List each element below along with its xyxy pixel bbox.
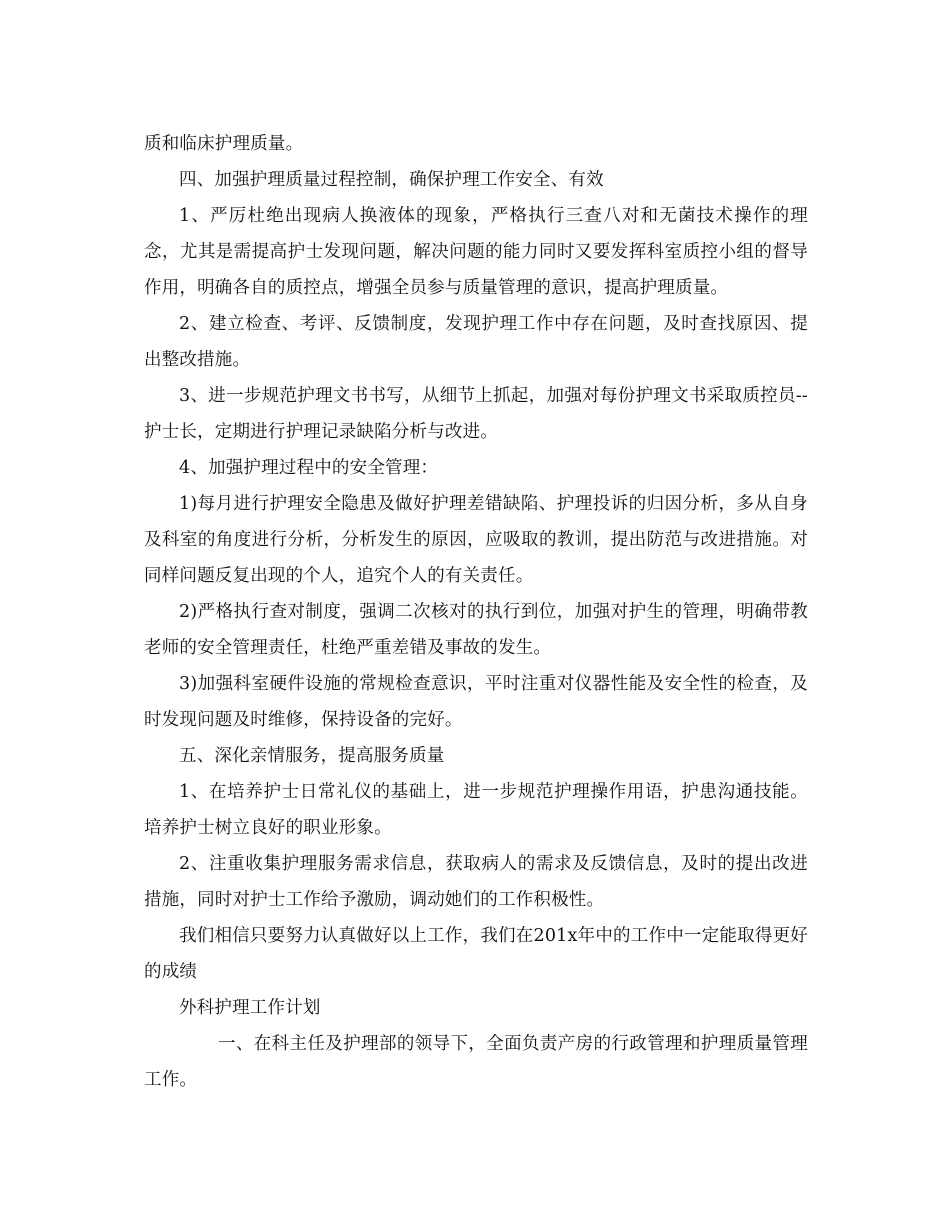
paragraph-item-2: 2、建立检查、考评、反馈制度，发现护理工作中存在问题，及时查找原因、提出整改措施。 (144, 314, 808, 370)
paragraph-plan-1: 一、在科主任及护理部的领导下，全面负责产房的行政管理和护理质量管理工作。 (144, 1034, 808, 1090)
paragraph-subitem-1: 1)每月进行护理安全隐患及做好护理差错缺陷、护理投诉的归因分析，多从自身及科室的角度进行分析，分析发生的原因，应吸取的教训，提出防范与改进措施。对同样问题反复出现的个人，追究个人的有关责任。 (144, 494, 808, 586)
paragraph-service-2: 2、注重收集护理服务需求信息，获取病人的需求及反馈信息，及时的提出改进措施，同时对护士工作给予激励，调动她们的工作积极性。 (144, 854, 808, 910)
paragraph-item-4: 4、加强护理过程中的安全管理： (179, 458, 439, 478)
paragraph-subitem-2: 2)严格执行查对制度，强调二次核对的执行到位，加强对护生的管理，明确带教老师的安全管理责任，杜绝严重差错及事故的发生。 (144, 602, 808, 658)
section-heading-4: 四、加强护理质量过程控制，确保护理工作安全、有效 (179, 170, 604, 190)
paragraph-item-1: 1、严厉杜绝出现病人换液体的现象，严格执行三查八对和无菌技术操作的理念，尤其是需提高护士发现问题，解决问题的能力同时又要发挥科室质控小组的督导作用，明确各自的质控点，增强全员参与质量管理的意识，提高护理质量。 (144, 206, 808, 298)
paragraph-continuation: 质和临床护理质量。 (144, 134, 304, 154)
document-subtitle: 外科护理工作计划 (179, 998, 321, 1018)
paragraph-service-1: 1、在培养护士日常礼仪的基础上，进一步规范护理操作用语，护患沟通技能。培养护士树立良好的职业形象。 (144, 782, 808, 838)
document-body (144, 126, 808, 1098)
paragraph-conclusion: 我们相信只要努力认真做好以上工作，我们在201x年中的工作中一定能取得更好的成绩 (144, 926, 808, 982)
section-heading-5: 五、深化亲情服务，提高服务质量 (179, 746, 445, 766)
paragraph-item-3: 3、进一步规范护理文书书写，从细节上抓起，加强对每份护理文书采取质控员--护士长，定期进行护理记录缺陷分析与改进。 (144, 386, 808, 442)
paragraph-subitem-3: 3)加强科室硬件设施的常规检查意识，平时注重对仪器性能及安全性的检查，及时发现问题及时维修，保持设备的完好。 (144, 674, 808, 730)
